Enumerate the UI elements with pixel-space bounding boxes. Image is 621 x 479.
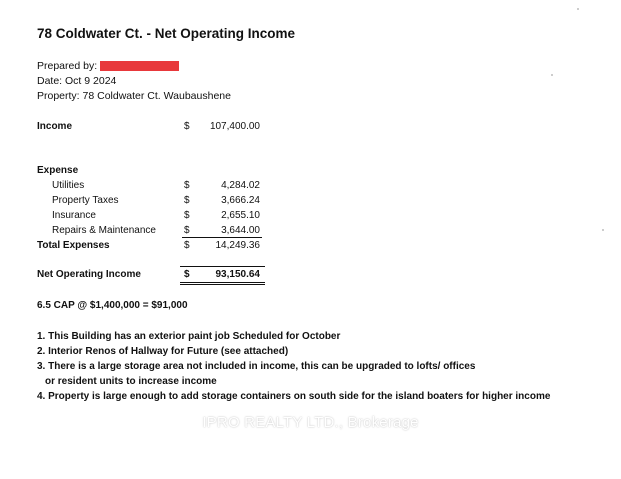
brokerage-watermark: IPRO REALTY LTD., Brokerage (202, 414, 419, 431)
scan-mark (577, 8, 579, 10)
expense-amount-insurance: 2,655.10 (221, 210, 260, 221)
scan-mark (551, 74, 553, 76)
expense-label-property-taxes: Property Taxes (52, 195, 119, 206)
expense-currency-utilities: $ (184, 180, 190, 191)
expense-header: Expense (37, 165, 79, 176)
scan-mark (602, 229, 604, 231)
expense-amount-property-taxes: 3,666.24 (221, 195, 260, 206)
note-1: 1. This Building has an exterior paint job Scheduled for October (37, 331, 341, 342)
expense-currency-repairs: $ (184, 225, 190, 236)
noi-double-underline-1 (180, 282, 265, 283)
income-amount: 107,400.00 (209, 121, 260, 132)
prepared-by-label: Prepared by: (37, 60, 98, 72)
total-expenses-currency: $ (184, 240, 190, 251)
cap-rate-line: 6.5 CAP @ $1,400,000 = $91,000 (37, 300, 188, 311)
note-3-continued: or resident units to increase income (45, 376, 217, 387)
subtotal-underline (182, 237, 262, 238)
noi-amount: 93,150.64 (215, 269, 260, 280)
expense-label-insurance: Insurance (52, 210, 96, 221)
noi-top-rule (180, 266, 265, 267)
expense-amount-repairs: 3,644.00 (221, 225, 260, 236)
income-label: Income (37, 121, 73, 132)
document-title: 78 Coldwater Ct. - Net Operating Income (37, 26, 296, 41)
noi-currency: $ (184, 269, 190, 280)
property-line: Property: 78 Coldwater Ct. Waubaushene (37, 90, 231, 102)
note-2: 2. Interior Renos of Hallway for Future (see attached) (37, 346, 289, 357)
expense-amount-utilities: 4,284.02 (221, 180, 260, 191)
noi-double-underline-2 (180, 284, 265, 285)
noi-label: Net Operating Income (37, 269, 141, 280)
total-expenses-label: Total Expenses (37, 240, 110, 251)
redaction-bar (100, 61, 179, 71)
note-4: 4. Property is large enough to add storage containers on south side for the island boaters for higher income (37, 391, 551, 402)
expense-label-utilities: Utilities (52, 180, 85, 191)
expense-currency-insurance: $ (184, 210, 190, 221)
expense-currency-property-taxes: $ (184, 195, 190, 206)
total-expenses-amount: 14,249.36 (215, 240, 260, 251)
note-3: 3. There is a large storage area not included in income, this can be upgraded to lofts/ offices (37, 361, 476, 372)
date-line: Date: Oct 9 2024 (37, 75, 117, 87)
income-currency: $ (184, 121, 190, 132)
expense-label-repairs: Repairs & Maintenance (52, 225, 156, 236)
